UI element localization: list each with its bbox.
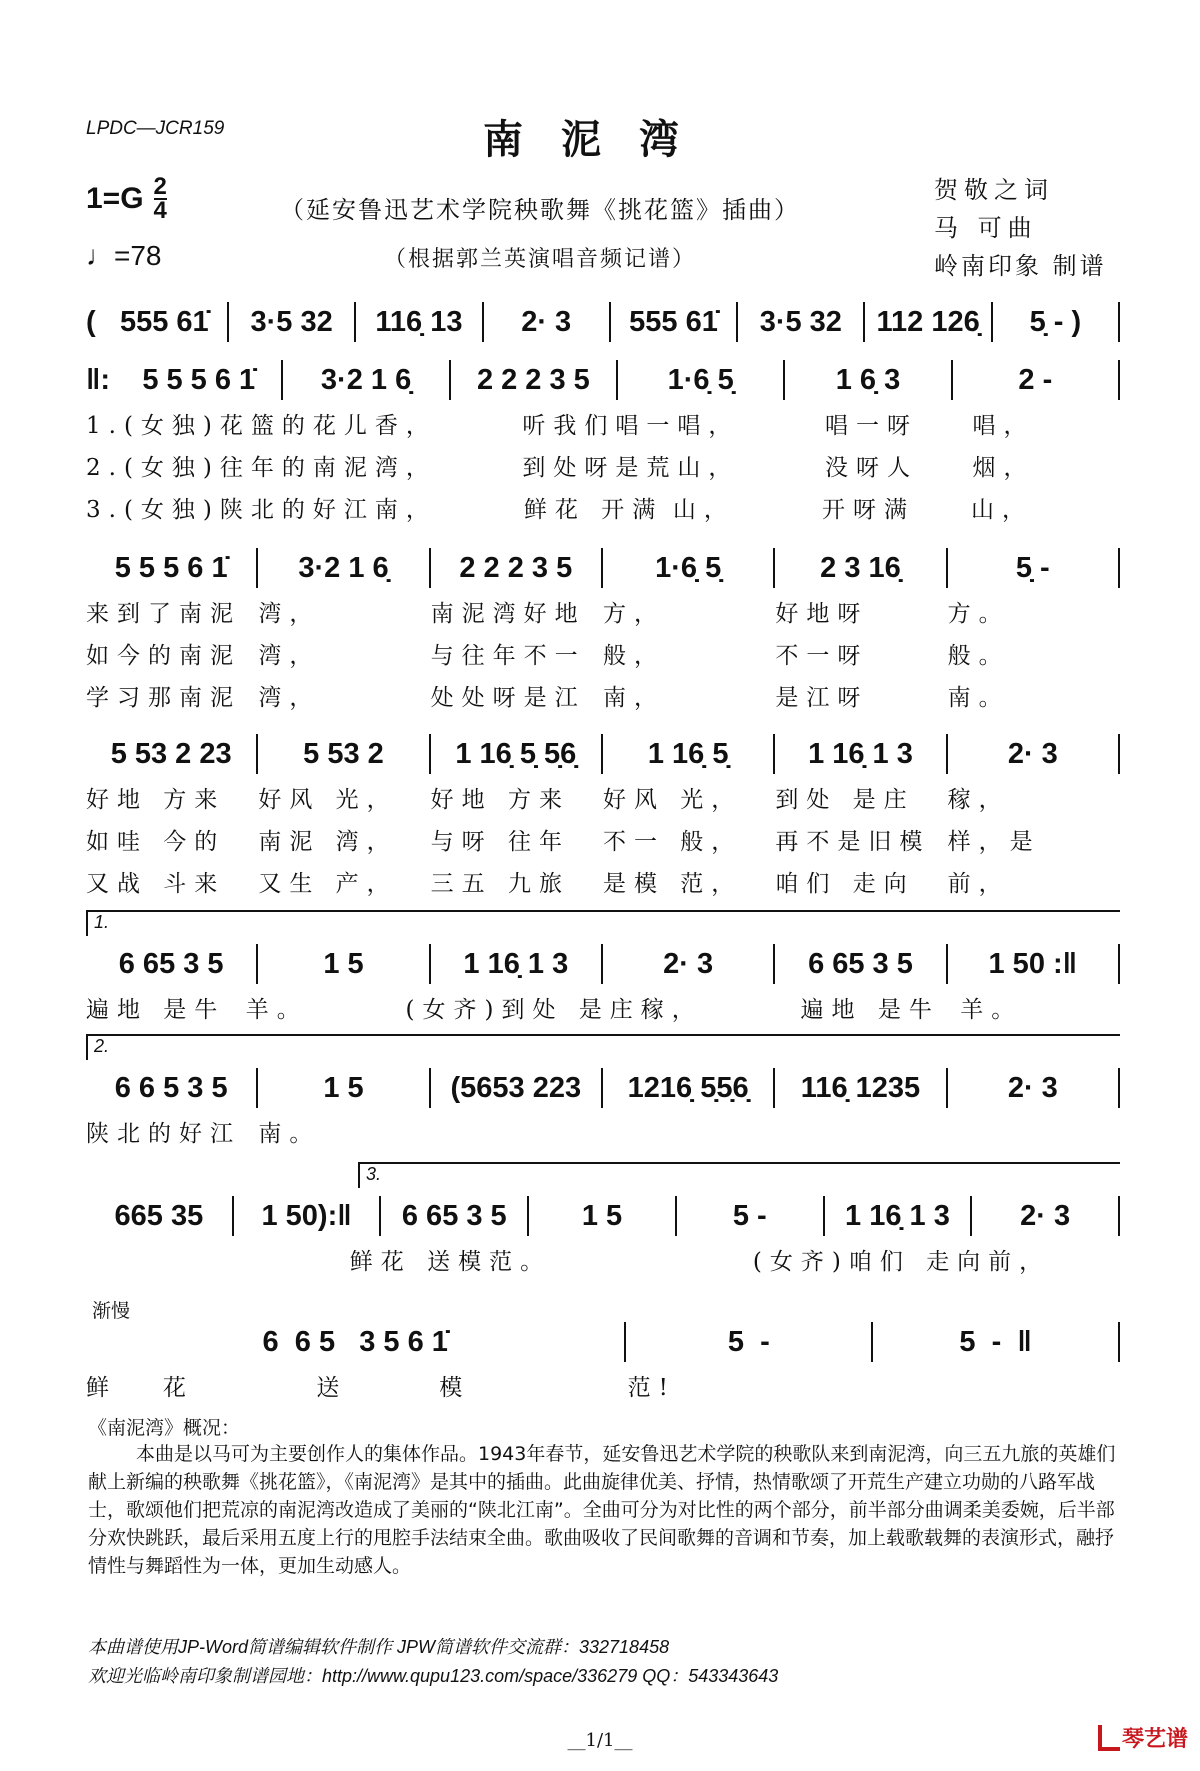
lyric-segment: 听我们唱一 (522, 412, 678, 439)
lyric-segment: 与往年不一 (430, 642, 586, 669)
lyric-line (86, 486, 1120, 528)
measure: 5 - (677, 1196, 825, 1236)
measure: 1 16̣ 5̣ (603, 734, 775, 774)
lyric-line (86, 402, 1120, 444)
lyric-segment: 湾， (258, 684, 321, 711)
measure: 2 3 16̣ (775, 548, 947, 588)
measure: (5653 223 (431, 1068, 603, 1108)
lyric-segment: 山， (970, 496, 1033, 523)
repeat-or-paren-mark: ‖: (86, 363, 111, 396)
measure: 3·5 32 (738, 302, 865, 342)
lyric-segment: 好风 光， (258, 786, 398, 813)
footer-website: 欢迎光临岭南印象制谱园地：http://www.qupu123.com/space/336279 QQ：543343643 (88, 1666, 779, 1686)
lyric-segment: 1.(女独)花篮的花儿 (86, 412, 375, 439)
measure: 5 53 2 23 (86, 734, 258, 774)
time-bottom: 4 (153, 197, 167, 224)
lyric-segment: 开呀满 (821, 496, 915, 523)
lyric-segment: 好地呀 (775, 600, 869, 627)
lyric-segment: 陕北的好江 (86, 1120, 241, 1147)
lyric-line (86, 818, 1120, 860)
lyric-segment: 香， (374, 412, 437, 439)
description-title: 《南泥湾》概况： (88, 1417, 241, 1439)
lyric-segment: 处处呀是江 (430, 684, 586, 711)
staff-line (86, 942, 1120, 986)
lyric-line (86, 860, 1120, 902)
measure: 555 61̇ (102, 302, 229, 342)
score-system (86, 546, 1120, 716)
lyric-segment: 三五 九旅 (430, 870, 570, 897)
measure: 1 50):‖ (234, 1196, 382, 1236)
arranger: 岭南印象 制谱 (934, 252, 1107, 280)
page-number: __1/1__ (567, 1730, 633, 1751)
lyric-segment: 好风 光， (602, 786, 743, 813)
lyric-segment: 般， (602, 642, 665, 669)
lyric-line (86, 590, 1120, 632)
staff-line (86, 300, 1120, 344)
measure: 1 5 (258, 944, 430, 984)
lyric-segment: 2.(女独)往年的南泥 (86, 454, 375, 481)
lyric-segment: 前， (988, 1248, 1051, 1275)
lyric-segment: 鲜 花 送 模 (86, 1374, 471, 1401)
footer-software: 本曲谱使用JP-Word简谱编辑软件制作 JPW简谱软件交流群：332718458 (88, 1637, 670, 1657)
staff-line (86, 1194, 1120, 1238)
lyric-segment: 到处 是庄 (775, 786, 915, 813)
lyric-segment: 湾， (258, 642, 321, 669)
lyric-segment: 遍地 是牛 (800, 996, 940, 1023)
volta-label: 2. (94, 1036, 110, 1056)
staff-line (86, 358, 1120, 402)
lyric-segment: 湾， (374, 454, 437, 481)
measure: 2· 3 (948, 734, 1120, 774)
source-note: （根据郭兰英演唱音频记谱） (383, 247, 696, 272)
lyric-segment: 湾， (258, 600, 321, 627)
measure: 6 6 5 3 5 (86, 1068, 258, 1108)
tempo-marking: ♩=78 (86, 240, 162, 271)
lyric-line (86, 1238, 1120, 1280)
repeat-or-paren-mark: ( (86, 305, 96, 338)
lyric-segment: 3.(女独)陕北的好江 (86, 496, 375, 523)
lyric-segment: 般。 (947, 642, 1010, 669)
measure: 6 65 3 5 (86, 944, 258, 984)
volta-bracket (86, 1034, 1120, 1060)
measure: 2· 3 (948, 1068, 1120, 1108)
logo-text: 琴艺谱 (1122, 1727, 1189, 1752)
lyric-segment: 烟， (972, 454, 1035, 481)
lyric-line (86, 1110, 1120, 1152)
lyric-segment: 来到了南泥 (86, 600, 241, 627)
measure: 665 35 (86, 1196, 234, 1236)
lyric-segment: 如哇 今的 (86, 828, 226, 855)
measure: 5̣ - (948, 548, 1120, 588)
lyric-segment: 鲜花 开满 (523, 496, 664, 523)
lyric-segment: 咱们 走向 (775, 870, 915, 897)
measure: 2 2 2 3 5 (431, 548, 603, 588)
lyric-segment: 羊。 (245, 996, 308, 1023)
description-body: 本曲是以马可为主要创作人的集体作品。1943年春节，延安鲁迅艺术学院的秧歌队来到南泥湾，向三五九旅的英雄们献上新编的秧歌舞《挑花篮》，《南泥湾》是其中的插曲。此曲旋律优美、抒情，热情歌颂了开荒生产建立功勋的八路军战士，歌颂他们把荒凉的南泥湾改造成了美丽的“陕北江南”。全曲可分为对比性的两个部分，前半部分曲调柔美委婉，后半部分欢快跳跃，最后采用五度上行的甩腔手法结束全曲。歌曲吸收了民间歌舞的音调和节奏，加上载歌载舞的表演形式，融抒情性与舞蹈性为一体，更加生动感人。 (88, 1443, 1116, 1577)
measure: 5 53 2 (258, 734, 430, 774)
volta-label: 1. (94, 912, 110, 932)
lyric-segment: 是模 范， (602, 870, 743, 897)
lyric-segment: 羊。 (960, 996, 1023, 1023)
score-system (86, 1164, 1120, 1280)
measure: 1 16̣ 5̣ 5̣6̣ (431, 734, 603, 774)
lyric-line (86, 986, 1120, 1028)
lyric-segment: 唱， (972, 412, 1035, 439)
measure: 5 5 5 6 1̇ (86, 548, 258, 588)
lyric-segment: 山， (672, 496, 735, 523)
lyric-segment: 如今的南泥 (86, 642, 241, 669)
measure: 3·2 1 6̣ (258, 548, 430, 588)
measure: 116̣ 1235 (775, 1068, 947, 1108)
composer: 马 可曲 (934, 214, 1038, 242)
score-code: LPDC—JCR159 (86, 118, 225, 139)
score-system (86, 1320, 1120, 1406)
score-system (86, 732, 1120, 902)
measure: 1 16̣ 1 3 (825, 1196, 973, 1236)
lyric-segment: 南泥 湾， (258, 828, 398, 855)
score-system (86, 300, 1120, 344)
time-top: 2 (153, 173, 167, 200)
lyric-segment: 唱， (677, 412, 740, 439)
lyric-line (86, 444, 1120, 486)
measure: 1 16̣ 1 3 (775, 734, 947, 774)
measure: 6 65 3 5 (775, 944, 947, 984)
lyric-line (86, 674, 1120, 716)
measure: 1·6̣ 5̣ (603, 548, 775, 588)
measure: 1 6̣ 3 (785, 360, 952, 400)
lyric-segment: 南。 (258, 1120, 321, 1147)
lyric-segment: 稼， (640, 996, 703, 1023)
lyric-segment: 好地 方来 (430, 786, 570, 813)
score-system (86, 358, 1120, 528)
logo-icon (1098, 1725, 1120, 1751)
measure: 3·5 32 (229, 302, 356, 342)
measure: 2· 3 (603, 944, 775, 984)
lyric-segment: 又生 产， (258, 870, 398, 897)
measure: 6 6 5 3 5 6 1̇ (86, 1322, 626, 1362)
lyric-segment: 范。 (489, 1248, 552, 1275)
lyric-segment: (女齐)到处 是庄 (405, 996, 641, 1023)
lyric-segment: 遍地 是牛 (86, 996, 226, 1023)
measure: 1·6̣ 5̣ (618, 360, 785, 400)
staff-line (86, 1320, 1120, 1364)
key: 1=G (86, 182, 144, 215)
measure: 1 5 (529, 1196, 677, 1236)
measure: 2· 3 (972, 1196, 1120, 1236)
measure: 2 - (953, 360, 1120, 400)
measure: 112 126̣ (865, 302, 992, 342)
measure: 2 2 2 3 5 (451, 360, 618, 400)
lyric-segment: 方， (602, 600, 665, 627)
staff-line (86, 546, 1120, 590)
measure: 6 65 3 5 (381, 1196, 529, 1236)
lyric-segment: 没呀人 (824, 454, 918, 481)
lyric-segment: 是江呀 (775, 684, 869, 711)
lyric-line (86, 632, 1120, 674)
lyric-line (86, 776, 1120, 818)
staff-line (86, 1066, 1120, 1110)
lyric-segment: 唱一呀 (824, 412, 918, 439)
lyric-segment: 好地 方来 (86, 786, 226, 813)
lyric-segment: 稼， (947, 786, 1010, 813)
volta-bracket (358, 1162, 1120, 1188)
measure: 5̣ - ) (993, 302, 1120, 342)
lyric-segment: 方。 (947, 600, 1010, 627)
lyric-segment: 学习那南泥 (86, 684, 241, 711)
measure: 1 16̣ 1 3 (431, 944, 603, 984)
site-logo (1098, 1722, 1188, 1753)
lyric-segment: 南泥湾好地 (430, 600, 586, 627)
measure: 5 - ‖ (873, 1322, 1120, 1362)
measure: 1216̣ 5̣5̣6̣ (603, 1068, 775, 1108)
measure: 5 5 5 6 1̇ (116, 360, 283, 400)
measure: 2· 3 (484, 302, 611, 342)
lyric-segment: 不一呀 (775, 642, 869, 669)
measure: 3·2 1 6̣ (283, 360, 450, 400)
score-system (86, 912, 1120, 1028)
lyric-segment: 山， (677, 454, 740, 481)
measure: 1 50 :‖ (948, 944, 1120, 984)
lyric-segment: 样，是 (947, 828, 1041, 855)
lyric-segment: 又战 斗来 (86, 870, 226, 897)
lyric-segment: 鲜花 送模 (349, 1248, 490, 1275)
volta-bracket (86, 910, 1120, 936)
volta-label: 3. (366, 1164, 382, 1184)
lyric-segment: 到处呀是荒 (522, 454, 678, 481)
measure: 116̣ 13 (356, 302, 483, 342)
lyricist: 贺敬之词 (934, 176, 1054, 204)
lyric-segment: 南， (374, 496, 437, 523)
measure: 555 61̇ (611, 302, 738, 342)
lyric-segment: 南。 (947, 684, 1010, 711)
subtitle: （延安鲁迅艺术学院秧歌舞《挑花篮》插曲） (280, 196, 800, 224)
measure: 1 5 (258, 1068, 430, 1108)
lyric-segment: 范! (627, 1374, 676, 1401)
staff-line (86, 732, 1120, 776)
lyric-segment: (女齐)咱们 走向 (752, 1248, 989, 1275)
lyric-segment: 再不是旧模 (775, 828, 931, 855)
lyric-line (86, 1364, 1120, 1406)
measure: 5 - (626, 1322, 873, 1362)
score-system (86, 1036, 1120, 1152)
lyric-segment: 南， (602, 684, 665, 711)
lyric-segment: 与呀 往年 (430, 828, 570, 855)
song-title: 南泥湾 (483, 116, 717, 163)
ritardando-marking: 渐慢 (92, 1300, 131, 1322)
lyric-segment: 前， (947, 870, 1010, 897)
lyric-segment: 不一 般， (602, 828, 743, 855)
